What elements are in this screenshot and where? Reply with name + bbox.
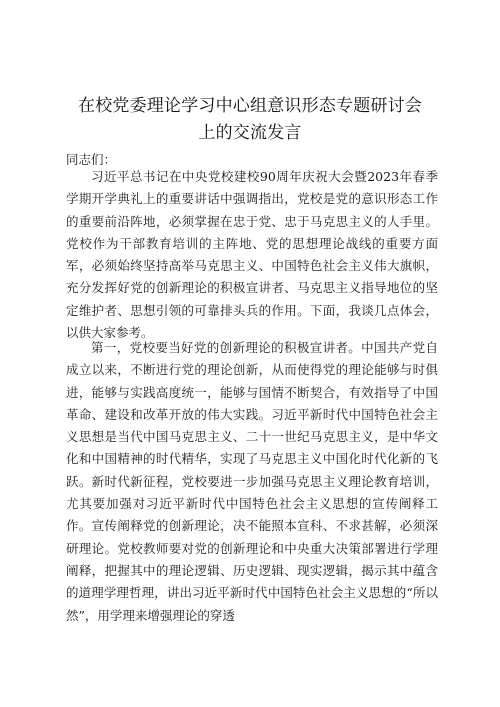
document-title-line-2: 上的交流发言 [198, 123, 302, 143]
paragraph-intro: 习近平总书记在中央党校建校90周年庆祝大会暨2023年春季学期开学典礼上的重要讲话中强调指出，党校是党的意识形态工作的重要前沿阵地，必须掌握在忠于党、忠于马克思主义的人手里。党校作为干部教育培训的主阵地、党的思想理论战线的重要方面军，必须始终坚持高举马克思主义、中国特色社会主义伟大旗帜，充分发挥好党的创新理论的积极宣讲者、马克思主义指导地位的坚定维护者、思想引领的可靠排头兵的作用。下面，我谈几点体会，以供大家参考。 [66, 169, 438, 341]
greeting: 同志们： [66, 152, 117, 167]
document-title-line-1: 在校党委理论学习中心组意识形态专题研讨会 [78, 96, 422, 116]
paragraph-first-point: 第一，党校要当好党的创新理论的积极宣讲者。中国共产党自成立以来，不断进行党的理论创新，从而使得党的理论能够与时俱进，能够与实践高度统一，能够与国情不断契合，有效指导了中国革命、建设和改革开放的伟大实践。习近平新时代中国特色社会主义思想是当代中国马克思主义、二十一世纪马克思主义，是中华文化和中国精神的时代精华，实现了马克思主义中国化时代化新的飞跃。新时代新征程，党校要进一步加强马克思主义理论教育培训，尤其要加强对习近平新时代中国特色社会主义思想的宣传阐释工作。宣传阐释党的创新理论，决不能照本宣科、不求甚解，必须深研理论。党校教师要对党的创新理论和中央重大决策部署进行学理阐释，把握其中的理论逻辑、历史逻辑、现实逻辑，揭示其中蕴含的道理学理哲理，讲出习近平新时代中国特色社会主义思想的“所以然”，用学理来增强理论的穿透 [66, 340, 438, 623]
